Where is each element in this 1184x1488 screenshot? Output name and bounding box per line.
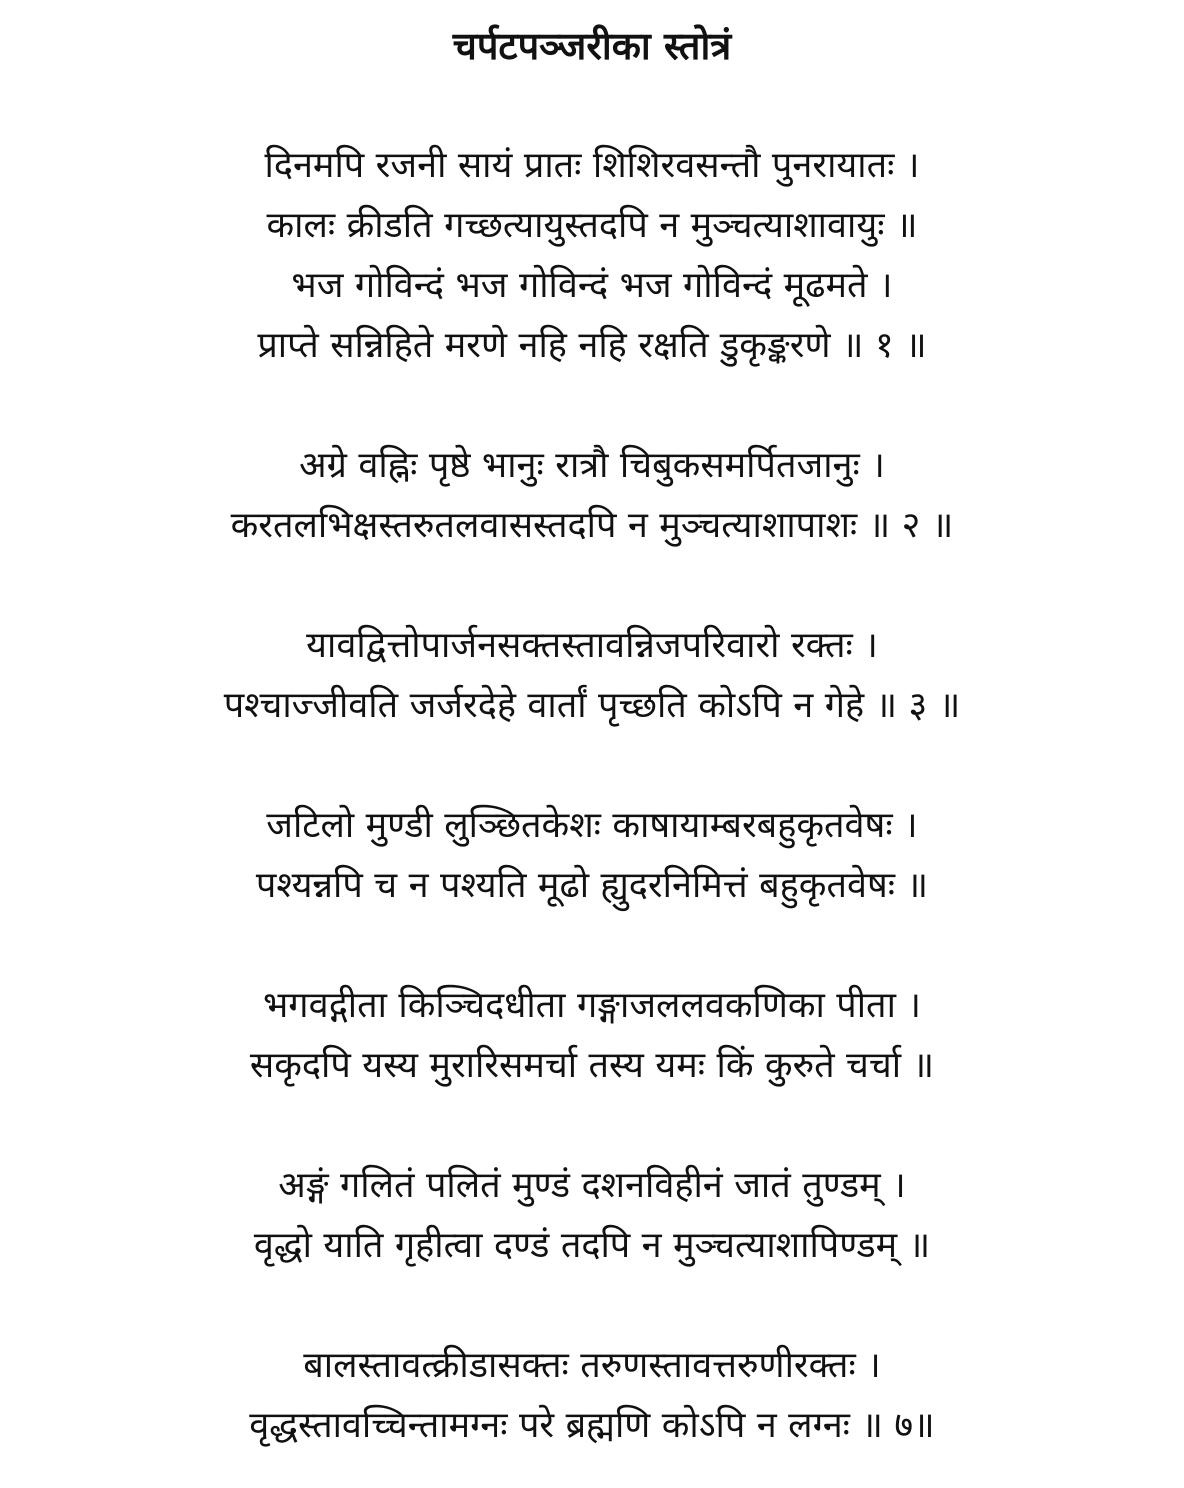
verse-line: पश्चाज्जीवति जर्जरदेहे वार्तां पृच्छति कोऽपि न गेहे ॥ ३ ॥: [223, 685, 961, 726]
verse-5: [0, 976, 1184, 1096]
verse-line: करतलभिक्षस्तरुतलवासस्तदपि न मुञ्चत्याशापाशः ॥ २ ॥: [230, 505, 954, 546]
verse-3: [0, 616, 1184, 736]
verse-line: बालस्तावत्क्रीडासक्तः तरुणस्तावत्तरुणीरक्तः ।: [303, 1345, 881, 1386]
verse-line: कालः क्रीडति गच्छत्यायुस्तदपि न मुञ्चत्याशावायुः ॥: [266, 205, 918, 246]
verse-2: [0, 436, 1184, 556]
verse-7: [0, 1336, 1184, 1456]
verse-line: पश्यन्नपि च न पश्यति मूढो ह्युदरनिमित्तं बहुकृतवेषः ॥: [255, 865, 929, 906]
verse-line: वृद्धस्तावच्चिन्तामग्नः परे ब्रह्मणि कोऽपि न लग्नः ॥ ७॥: [249, 1405, 935, 1446]
verse-line: दिनमपि रजनी सायं प्रातः शिशिरवसन्तौ पुनरायातः ।: [264, 145, 920, 186]
verse-line: भगवद्गीता किञ्चिदधीता गङ्गाजललवकणिका पीता ।: [263, 985, 921, 1026]
verse-4: [0, 796, 1184, 916]
verse-line: अग्रे वह्निः पृष्ठे भानुः रात्रौ चिबुकसमर्पितजानुः ।: [299, 445, 885, 486]
verse-line: प्राप्ते सन्निहिते मरणे नहि नहि रक्षति डुकृङ्करणे ॥ १ ॥: [257, 325, 927, 366]
verse-6: [0, 1156, 1184, 1276]
verse-1: [0, 136, 1184, 376]
verse-line: सकृदपि यस्य मुरारिसमर्चा तस्य यमः किं कुरुते चर्चा ॥: [249, 1045, 935, 1086]
document-title: चर्पटपञ्जरीका स्तोत्रं: [452, 24, 732, 68]
verse-line: अङ्गं गलितं पलितं मुण्डं दशनविहीनं जातं तुण्डम् ।: [278, 1165, 906, 1206]
verse-line: जटिलो मुण्डी लुञ्छितकेशः काषायाम्बरबहुकृतवेषः ।: [266, 805, 918, 846]
verse-line: यावद्वित्तोपार्जनसक्तस्तावन्निजपरिवारो रक्तः ।: [306, 625, 878, 666]
verse-line: भज गोविन्दं भज गोविन्दं भज गोविन्दं मूढमते ।: [291, 265, 893, 306]
verse-line: वृद्धो याति गृहीत्वा दण्डं तदपि न मुञ्चत्याशापिण्डम् ॥: [253, 1225, 931, 1266]
